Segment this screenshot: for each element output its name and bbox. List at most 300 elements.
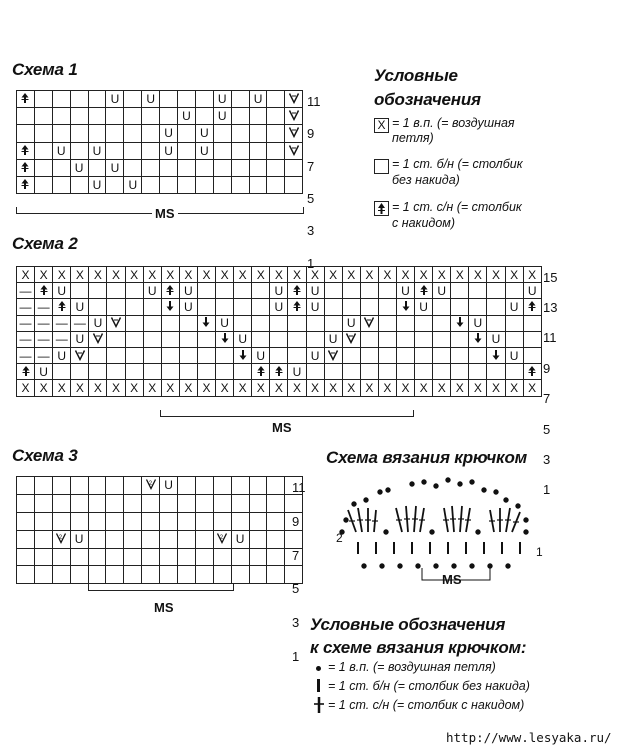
chain-dot bbox=[380, 564, 384, 568]
empty-cell bbox=[396, 347, 414, 363]
empty-cell bbox=[267, 477, 285, 495]
empty-cell bbox=[34, 125, 52, 142]
single-crochet-u-cell: U bbox=[342, 315, 360, 331]
chain-cell: X bbox=[360, 380, 378, 396]
row-number: 11 bbox=[307, 93, 321, 109]
legend1-item-sc-line2: без накида) bbox=[392, 173, 460, 187]
scheme1-ms-label: MS bbox=[152, 206, 178, 221]
empty-cell bbox=[234, 299, 252, 315]
double-crochet-up-cell bbox=[35, 283, 53, 299]
single-crochet-u-cell: U bbox=[195, 142, 213, 159]
chain-dot bbox=[504, 498, 508, 502]
chart-row bbox=[17, 364, 542, 380]
row-number: 1 bbox=[543, 482, 551, 498]
chain-cell: X bbox=[306, 267, 324, 283]
empty-cell bbox=[53, 364, 71, 380]
single-crochet-u-cell: U bbox=[523, 283, 541, 299]
decrease-2-cell bbox=[213, 530, 231, 548]
single-crochet-u-cell: U bbox=[433, 283, 451, 299]
chain-dot bbox=[488, 564, 492, 568]
double-crochet-up-cell bbox=[523, 364, 541, 380]
crochet-row-1-label: 1 bbox=[536, 545, 543, 559]
empty-cell bbox=[107, 283, 125, 299]
single-crochet-u-cell: U bbox=[249, 91, 267, 108]
chart-row bbox=[17, 91, 303, 108]
empty-cell bbox=[107, 347, 125, 363]
chain-dot bbox=[378, 490, 382, 494]
empty-cell bbox=[52, 159, 70, 176]
empty-cell bbox=[216, 347, 234, 363]
source-url: http://www.lesyaka.ru/ bbox=[446, 730, 612, 745]
double-crochet-up-cell bbox=[17, 364, 35, 380]
empty-cell bbox=[178, 530, 196, 548]
empty-cell bbox=[178, 548, 196, 566]
empty-cell bbox=[360, 299, 378, 315]
empty-cell bbox=[267, 91, 285, 108]
empty-cell bbox=[249, 477, 267, 495]
empty-cell bbox=[249, 108, 267, 125]
chain-cell: X bbox=[270, 380, 288, 396]
double-crochet-down-cell bbox=[197, 315, 215, 331]
empty-cell bbox=[451, 331, 469, 347]
empty-cell bbox=[178, 91, 196, 108]
single-crochet-u-cell: U bbox=[88, 142, 106, 159]
scheme3-chart bbox=[16, 476, 303, 584]
double-crochet-down-cell bbox=[469, 331, 487, 347]
decrease-v-cell bbox=[285, 91, 303, 108]
empty-cell bbox=[285, 176, 303, 193]
crochet-diagram bbox=[326, 470, 558, 590]
legend2-title-line2: к схеме вязания крючком: bbox=[310, 638, 527, 657]
empty-cell bbox=[197, 347, 215, 363]
single-crochet-u-cell: U bbox=[270, 299, 288, 315]
chain-cell: X bbox=[125, 267, 143, 283]
empty-cell bbox=[378, 331, 396, 347]
empty-cell bbox=[324, 315, 342, 331]
empty-cell bbox=[52, 108, 70, 125]
empty-cell bbox=[234, 315, 252, 331]
chain-dot bbox=[458, 482, 462, 486]
chain-dot bbox=[344, 518, 348, 522]
scheme2-chart bbox=[16, 266, 542, 397]
empty-cell bbox=[178, 142, 196, 159]
empty-cell bbox=[523, 331, 541, 347]
single-crochet-u-cell: U bbox=[179, 283, 197, 299]
row-number: 11 bbox=[543, 330, 557, 346]
empty-cell bbox=[34, 494, 52, 512]
chain-cell: X bbox=[107, 380, 125, 396]
single-crochet-u-cell: U bbox=[306, 283, 324, 299]
empty-cell bbox=[487, 315, 505, 331]
chain-cell: X bbox=[505, 380, 523, 396]
single-crochet-u-cell: U bbox=[70, 159, 88, 176]
empty-cell bbox=[88, 91, 106, 108]
chart-row bbox=[17, 331, 542, 347]
empty-cell bbox=[324, 364, 342, 380]
empty-cell bbox=[17, 512, 35, 530]
chain-cell: X bbox=[342, 267, 360, 283]
empty-cell bbox=[125, 299, 143, 315]
chain-dot bbox=[476, 530, 480, 534]
empty-cell bbox=[160, 530, 178, 548]
empty-cell bbox=[195, 548, 213, 566]
empty-cell bbox=[197, 299, 215, 315]
empty-cell bbox=[195, 477, 213, 495]
chain-cell: X bbox=[306, 380, 324, 396]
chain-dot bbox=[516, 504, 520, 508]
chain-cell: X bbox=[89, 380, 107, 396]
empty-cell bbox=[17, 548, 35, 566]
dc-arrow-icon bbox=[375, 202, 388, 215]
chain-cell: X bbox=[216, 380, 234, 396]
dash-cell: — bbox=[71, 315, 89, 331]
empty-cell bbox=[360, 364, 378, 380]
chart-row bbox=[17, 108, 303, 125]
single-crochet-u-cell: U bbox=[143, 283, 161, 299]
row-number: 9 bbox=[543, 360, 551, 376]
empty-cell bbox=[125, 283, 143, 299]
empty-cell bbox=[160, 91, 178, 108]
empty-cell bbox=[143, 331, 161, 347]
empty-cell bbox=[213, 159, 231, 176]
single-crochet-u-cell: U bbox=[306, 347, 324, 363]
empty-cell bbox=[71, 364, 89, 380]
chain-cell: X bbox=[415, 380, 433, 396]
double-crochet-down-cell bbox=[234, 347, 252, 363]
dash-cell: — bbox=[35, 315, 53, 331]
single-crochet-u-cell: U bbox=[142, 91, 160, 108]
empty-cell bbox=[178, 159, 196, 176]
dash-cell: — bbox=[35, 347, 53, 363]
empty-cell bbox=[249, 176, 267, 193]
chain-cell: X bbox=[71, 380, 89, 396]
empty-cell bbox=[378, 315, 396, 331]
empty-cell bbox=[70, 512, 88, 530]
empty-cell bbox=[142, 108, 160, 125]
empty-cell bbox=[34, 108, 52, 125]
chart-row bbox=[17, 530, 303, 548]
empty-cell bbox=[216, 299, 234, 315]
empty-cell bbox=[469, 299, 487, 315]
chain-cell: X bbox=[396, 380, 414, 396]
empty-cell bbox=[288, 315, 306, 331]
double-crochet-up-cell bbox=[288, 283, 306, 299]
chain-dot bbox=[524, 518, 528, 522]
scheme1-chart bbox=[16, 90, 303, 194]
empty-cell bbox=[178, 125, 196, 142]
row-number: 7 bbox=[307, 158, 315, 174]
single-crochet-u-cell: U bbox=[71, 299, 89, 315]
empty-cell bbox=[306, 364, 324, 380]
empty-cell bbox=[231, 91, 249, 108]
empty-cell bbox=[143, 299, 161, 315]
empty-cell bbox=[252, 315, 270, 331]
chain-cell: X bbox=[523, 380, 541, 396]
empty-cell bbox=[178, 176, 196, 193]
legend1-item-dc-line1: = 1 ст. с/н (= столбик bbox=[392, 200, 522, 214]
empty-cell bbox=[52, 566, 70, 584]
single-crochet-u-cell: U bbox=[216, 315, 234, 331]
double-crochet-up-cell bbox=[523, 299, 541, 315]
empty-cell bbox=[252, 299, 270, 315]
empty-cell bbox=[306, 331, 324, 347]
decrease-v-cell bbox=[89, 331, 107, 347]
empty-cell bbox=[285, 494, 303, 512]
empty-cell bbox=[270, 315, 288, 331]
legend1-symbol-dc bbox=[374, 201, 389, 216]
empty-cell bbox=[142, 530, 160, 548]
double-crochet-up-cell bbox=[161, 283, 179, 299]
chain-cell: X bbox=[179, 380, 197, 396]
empty-cell bbox=[195, 494, 213, 512]
scheme3-title: Схема 3 bbox=[12, 446, 78, 465]
single-crochet-u-cell: U bbox=[231, 530, 249, 548]
empty-cell bbox=[487, 364, 505, 380]
chain-dot bbox=[364, 498, 368, 502]
empty-cell bbox=[17, 494, 35, 512]
empty-cell bbox=[17, 477, 35, 495]
empty-cell bbox=[71, 283, 89, 299]
empty-cell bbox=[124, 512, 142, 530]
empty-cell bbox=[160, 159, 178, 176]
chain-dot bbox=[352, 502, 356, 506]
empty-cell bbox=[70, 477, 88, 495]
empty-cell bbox=[34, 142, 52, 159]
chain-dot bbox=[470, 564, 474, 568]
single-crochet-u-cell: U bbox=[213, 91, 231, 108]
double-crochet-up-cell bbox=[17, 142, 35, 159]
chain-cell: X bbox=[197, 380, 215, 396]
chain-dot bbox=[482, 488, 486, 492]
empty-cell bbox=[415, 347, 433, 363]
single-crochet-u-cell: U bbox=[487, 331, 505, 347]
scheme2-title: Схема 2 bbox=[12, 234, 78, 253]
empty-cell bbox=[267, 512, 285, 530]
empty-cell bbox=[52, 512, 70, 530]
empty-cell bbox=[249, 512, 267, 530]
row-number: 1 bbox=[292, 649, 300, 665]
chain-cell: X bbox=[71, 267, 89, 283]
empty-cell bbox=[505, 364, 523, 380]
single-crochet-u-cell: U bbox=[88, 176, 106, 193]
chain-cell: X bbox=[234, 380, 252, 396]
empty-cell bbox=[17, 566, 35, 584]
empty-cell bbox=[267, 548, 285, 566]
scheme3-ms-label: MS bbox=[154, 600, 174, 615]
empty-cell bbox=[178, 566, 196, 584]
empty-cell bbox=[213, 548, 231, 566]
chart-row bbox=[17, 477, 303, 495]
dash-cell: — bbox=[17, 315, 35, 331]
empty-cell bbox=[34, 530, 52, 548]
chart-row bbox=[17, 299, 542, 315]
empty-cell bbox=[249, 530, 267, 548]
empty-cell bbox=[213, 494, 231, 512]
chain-cell: X bbox=[415, 267, 433, 283]
chart-row bbox=[17, 566, 303, 584]
empty-cell bbox=[89, 283, 107, 299]
row-number: 9 bbox=[307, 126, 315, 142]
row-number: 5 bbox=[292, 581, 300, 597]
single-crochet-u-cell: U bbox=[160, 142, 178, 159]
empty-cell bbox=[142, 548, 160, 566]
empty-cell bbox=[469, 347, 487, 363]
empty-cell bbox=[89, 347, 107, 363]
double-crochet-up-cell bbox=[17, 91, 35, 108]
chain-dot bbox=[398, 564, 402, 568]
empty-cell bbox=[396, 331, 414, 347]
chain-cell: X bbox=[288, 380, 306, 396]
empty-cell bbox=[415, 315, 433, 331]
empty-cell bbox=[249, 566, 267, 584]
empty-cell bbox=[88, 125, 106, 142]
double-crochet-down-cell bbox=[396, 299, 414, 315]
empty-cell bbox=[124, 548, 142, 566]
legend2-title-line1: Условные обозначения bbox=[310, 615, 506, 634]
chart-row bbox=[17, 315, 542, 331]
empty-cell bbox=[88, 159, 106, 176]
empty-cell bbox=[396, 315, 414, 331]
svg-text:2: 2 bbox=[59, 535, 63, 542]
empty-cell bbox=[267, 566, 285, 584]
chain-dot bbox=[506, 564, 510, 568]
row-number: 1 bbox=[307, 255, 315, 271]
empty-cell bbox=[197, 364, 215, 380]
chain-cell: X bbox=[89, 267, 107, 283]
decrease-v-cell bbox=[360, 315, 378, 331]
empty-cell bbox=[161, 315, 179, 331]
empty-cell bbox=[378, 347, 396, 363]
chart-row bbox=[17, 125, 303, 142]
empty-cell bbox=[433, 364, 451, 380]
legend1-title-line1: Условные bbox=[374, 66, 458, 85]
row-number: 13 bbox=[543, 299, 558, 315]
empty-cell bbox=[469, 364, 487, 380]
empty-cell bbox=[267, 142, 285, 159]
empty-cell bbox=[70, 548, 88, 566]
chain-cell: X bbox=[161, 267, 179, 283]
empty-cell bbox=[106, 548, 124, 566]
chain-cell: X bbox=[487, 380, 505, 396]
empty-cell bbox=[52, 91, 70, 108]
empty-cell bbox=[342, 364, 360, 380]
scheme3-ms-bracket bbox=[88, 584, 234, 591]
chain-cell: X bbox=[197, 267, 215, 283]
dash-cell: — bbox=[17, 299, 35, 315]
empty-cell bbox=[160, 566, 178, 584]
chain-dot bbox=[524, 530, 528, 534]
chain-dot bbox=[416, 564, 420, 568]
row-number: 11 bbox=[292, 480, 306, 496]
chain-cell: X bbox=[523, 267, 541, 283]
empty-cell bbox=[88, 494, 106, 512]
chain-cell: X bbox=[161, 380, 179, 396]
empty-cell bbox=[88, 512, 106, 530]
dash-cell: — bbox=[17, 283, 35, 299]
chart-row bbox=[17, 380, 542, 396]
chain-dot bbox=[422, 480, 426, 484]
empty-cell bbox=[288, 331, 306, 347]
single-crochet-u-cell: U bbox=[306, 299, 324, 315]
empty-cell bbox=[267, 159, 285, 176]
empty-cell bbox=[34, 512, 52, 530]
empty-cell bbox=[17, 108, 35, 125]
empty-cell bbox=[160, 512, 178, 530]
single-crochet-u-cell: U bbox=[415, 299, 433, 315]
single-crochet-u-cell: U bbox=[160, 125, 178, 142]
empty-cell bbox=[197, 331, 215, 347]
row-number: 9 bbox=[292, 513, 300, 529]
chain-cell: X bbox=[17, 267, 35, 283]
empty-cell bbox=[360, 283, 378, 299]
chain-cell: X bbox=[53, 267, 71, 283]
legend1-item-dc-line2: с накидом) bbox=[392, 216, 456, 230]
cross-icon bbox=[312, 697, 326, 713]
empty-cell bbox=[142, 494, 160, 512]
chain-dot bbox=[386, 488, 390, 492]
empty-cell bbox=[523, 347, 541, 363]
empty-cell bbox=[106, 566, 124, 584]
empty-cell bbox=[106, 477, 124, 495]
empty-cell bbox=[249, 548, 267, 566]
single-crochet-u-cell: U bbox=[106, 91, 124, 108]
empty-cell bbox=[34, 477, 52, 495]
empty-cell bbox=[107, 364, 125, 380]
empty-cell bbox=[143, 364, 161, 380]
empty-cell bbox=[195, 566, 213, 584]
chain-dot bbox=[494, 490, 498, 494]
empty-cell bbox=[124, 108, 142, 125]
chain-cell: X bbox=[469, 267, 487, 283]
legend1-title-line2: обозначения bbox=[374, 90, 481, 109]
empty-cell bbox=[324, 283, 342, 299]
chain-cell: X bbox=[378, 380, 396, 396]
empty-cell bbox=[505, 331, 523, 347]
empty-cell bbox=[231, 176, 249, 193]
empty-cell bbox=[124, 530, 142, 548]
chart-row bbox=[17, 347, 542, 363]
chain-cell: X bbox=[17, 380, 35, 396]
empty-cell bbox=[396, 364, 414, 380]
empty-cell bbox=[433, 347, 451, 363]
double-crochet-up-cell bbox=[288, 299, 306, 315]
empty-cell bbox=[451, 347, 469, 363]
empty-cell bbox=[285, 530, 303, 548]
chain-cell: X bbox=[487, 267, 505, 283]
empty-cell bbox=[213, 477, 231, 495]
empty-cell bbox=[160, 108, 178, 125]
chain-cell: X bbox=[143, 380, 161, 396]
chain-dot bbox=[434, 564, 438, 568]
chain-cell: X bbox=[324, 267, 342, 283]
double-crochet-down-cell bbox=[216, 331, 234, 347]
dash-cell: — bbox=[53, 315, 71, 331]
empty-cell bbox=[487, 299, 505, 315]
legend1-item-chain-line2: петля) bbox=[392, 131, 434, 145]
single-crochet-u-cell: U bbox=[505, 347, 523, 363]
chart-row bbox=[17, 283, 542, 299]
empty-cell bbox=[378, 283, 396, 299]
empty-cell bbox=[505, 315, 523, 331]
empty-cell bbox=[451, 364, 469, 380]
empty-cell bbox=[89, 364, 107, 380]
crochet-row-2-label: 2 bbox=[336, 531, 343, 545]
chart-row bbox=[17, 512, 303, 530]
decrease-2-cell bbox=[52, 530, 70, 548]
single-crochet-u-cell: U bbox=[178, 108, 196, 125]
scheme1-title: Схема 1 bbox=[12, 60, 78, 79]
single-crochet-u-cell: U bbox=[53, 283, 71, 299]
